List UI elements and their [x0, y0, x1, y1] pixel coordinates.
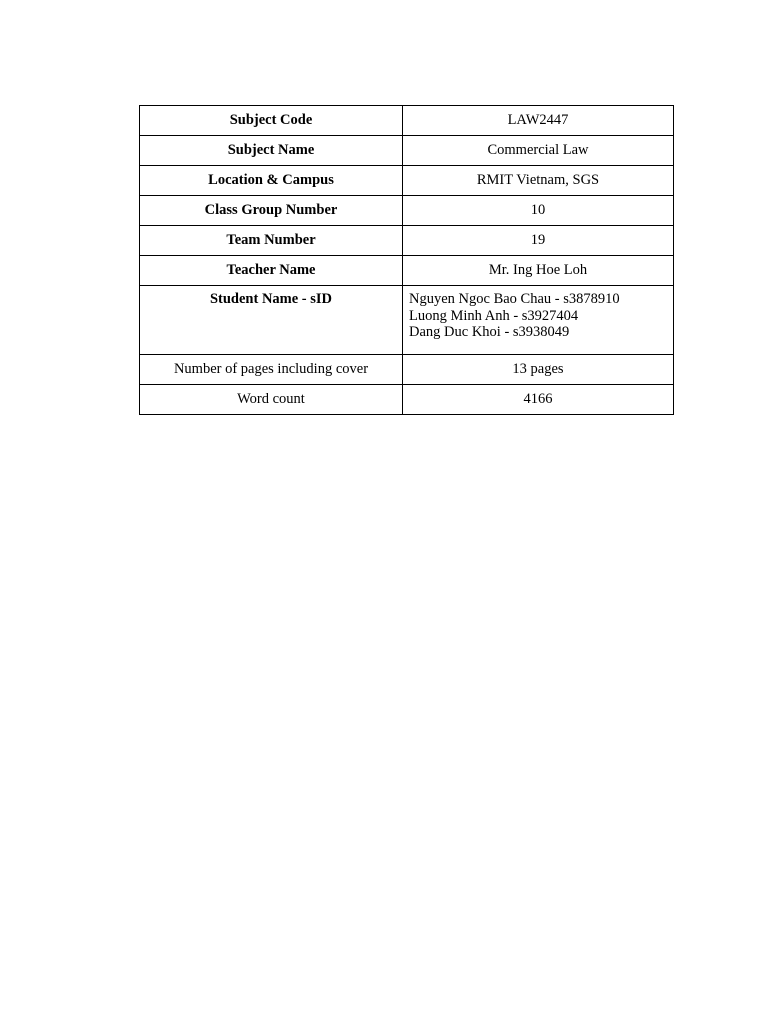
table-row-subject-code	[140, 106, 674, 136]
table-row-team-number	[140, 226, 674, 256]
class-group-value: 10	[403, 196, 674, 226]
student-names-label: Student Name - sID	[140, 286, 403, 355]
subject-name-label: Subject Name	[140, 136, 403, 166]
word-count-label: Word count	[140, 385, 403, 415]
table-row-word-count	[140, 385, 674, 415]
page-count-label: Number of pages including cover	[140, 355, 403, 385]
subject-name-value: Commercial Law	[403, 136, 674, 166]
table-row-page-count	[140, 355, 674, 385]
student-names-value	[403, 286, 674, 355]
team-number-value: 19	[403, 226, 674, 256]
teacher-name-value: Mr. Ing Hoe Loh	[403, 256, 674, 286]
table-row-subject-name	[140, 136, 674, 166]
teacher-name-label: Teacher Name	[140, 256, 403, 286]
table-row-student-names	[140, 286, 674, 355]
subject-code-label: Subject Code	[140, 106, 403, 136]
team-number-label: Team Number	[140, 226, 403, 256]
table-row-class-group	[140, 196, 674, 226]
location-label: Location & Campus	[140, 166, 403, 196]
table-row-location	[140, 166, 674, 196]
location-value: RMIT Vietnam, SGS	[403, 166, 674, 196]
student-name-3: Dang Duc Khoi - s3938049	[409, 324, 570, 340]
table-row-teacher-name	[140, 256, 674, 286]
word-count-value: 4166	[403, 385, 674, 415]
cover-info-table	[139, 105, 674, 415]
class-group-label: Class Group Number	[140, 196, 403, 226]
student-name-1: Nguyen Ngoc Bao Chau - s3878910	[409, 291, 620, 307]
subject-code-value: LAW2447	[403, 106, 674, 136]
student-name-2: Luong Minh Anh - s3927404	[409, 307, 579, 324]
page-count-value: 13 pages	[403, 355, 674, 385]
